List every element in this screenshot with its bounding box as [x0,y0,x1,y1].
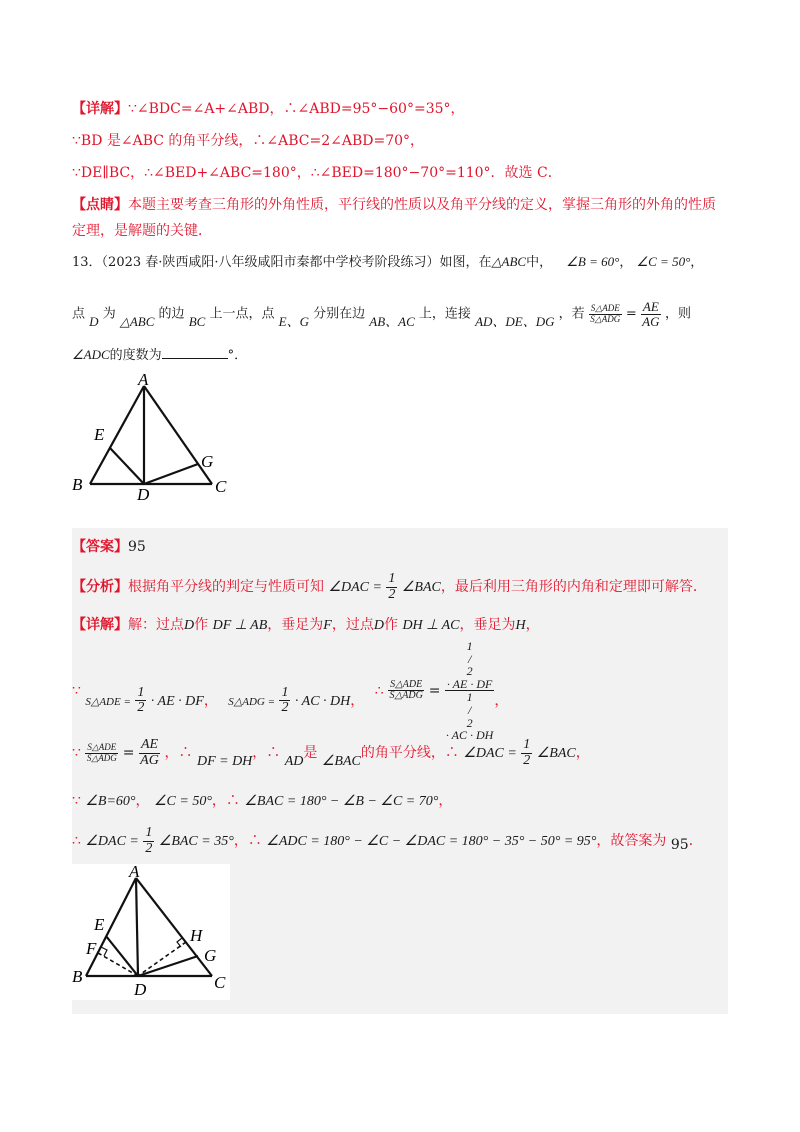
fig1-label-a: A [138,372,149,389]
p12-comment-line1: 【点睛】本题主要考查三角形的外角性质，平行线的性质以及角平分线的定义，掌握三角形的外角的性质 [72,197,716,213]
fig2-label-a: A [129,864,140,881]
fig2-label-f: F [86,939,97,958]
triangle-figure-1 [72,372,242,502]
fig1-label-d: D [137,485,150,502]
answer-line: 【答案】95 [72,539,146,555]
answer-blank [162,346,228,359]
fig2-label-b: B [72,967,83,986]
detail-line3: ∵ $\frac{\text{S△ADE}}{\text{S△ADG}}$ = $\frac{AE}{AG}$ ，∴ DF = DH，∴ AD是 ∠BAC的角平分线，∴ ∠DAC = $\frac{1}{2}$ ∠BAC， [72,737,590,770]
detail-line1: 【详解】解：过点D作 DF ⊥ AB，垂足为F，过点D作 DH ⊥ AC，垂足为H， [72,617,540,633]
fig2-label-g: G [204,946,217,965]
fig2-label-h: H [190,926,203,945]
detail-line4: ∵ ∠B=60°， ∠C = 50°，∴ ∠BAC = 180° − ∠B − ∠C = 70°， [72,793,453,809]
fig1-label-e: E [94,425,105,444]
fig2-segment-dg [138,956,198,976]
area-ratio-expanded-fraction: $\frac{\text{S△ADE}}{\text{S△ADG}}$ [389,678,423,702]
detail-line5: ∴ ∠DAC = $\frac{1}{2}$ ∠BAC = 35°，∴ ∠ADC = 180° − ∠C − ∠DAC = 180° − 35° − 50° = 95°，故答案为 95． [72,825,703,856]
fig1-segment-de [110,448,144,484]
ratio-expression-fraction: 1 / 2 · AE · DF 1 / 2 · AC · DH [445,639,494,743]
comment-tag: 【点睛】 [72,197,128,213]
q13-line2: 点 D 为 △ABC 的边 BC 上一点，点 E、G 分别在边 AB、AC 上，连接 AD、DE、DG ，若 $\frac{\text{S△ADE}}{\text{S△ADG}}$ = $\frac{AE}{AG}$ ，则 [72,299,691,329]
fig2-label-e: E [94,915,105,934]
detail-tag: 【详解】 [72,101,128,117]
fig1-label-c: C [215,477,227,496]
p12-comment-line2: 定理，是解题的关键． [72,223,212,239]
fig1-segment-dg [144,464,198,484]
fig2-segment-ad [136,878,138,976]
fig1-label-b: B [72,475,83,494]
fig2-dashed-dh [138,942,186,976]
area-ratio-fraction: $\frac{\text{S△ADE}}{\text{S△ADG}}$ [590,303,621,324]
detail-line2: ∵ S△ADE = $\frac{1}{2}$ · AE · DF， S△ADG = $\frac{1}{2}$ · AC · DH， ∴ $\frac{\text{S△ADE}}{\text{S△ADG}}$ = 1 / 2 · AE · DF 1 / 2 · AC · DH ， [72,639,509,743]
ae-ag-fraction: $\frac{AE}{AG}$ [642,299,660,329]
half-fraction: $\frac{1}{2}$ [388,571,396,602]
p12-detail-line1: 【详解】∵∠BDC=∠A+∠ABD，∴∠ABD=95°−60°=35°， [72,101,465,117]
analysis-line: 【分析】根据角平分线的判定与性质可知 ∠DAC = $\frac{1}{2}$ ∠BAC，最后利用三角形的内角和定理即可解答． [72,571,707,602]
p12-detail-line3: ∵DE∥BC，∴∠BED+∠ABC=180°，∴∠BED=180°−70°=110°．故选 C． [72,165,562,181]
fig2-label-c: C [214,973,226,992]
p12-detail-line2: ∵BD 是∠ABC 的角平分线，∴∠ABC=2∠ABD=70°， [72,133,425,149]
fig2-right-angle-f [101,947,107,956]
triangle-figure-2 [72,864,230,1000]
fig2-label-d: D [134,980,147,999]
fig1-label-g: G [201,452,214,471]
fig2-right-angle-h [177,938,182,947]
fig2-dashed-df [98,953,138,976]
fig2-segment-de [106,936,138,976]
q13-line3: ∠ADC的度数为 °． [72,347,248,363]
q13-line1: 13．（2023 春·陕西咸阳·八年级咸阳市秦都中学校考阶段练习）如图，在△ABC中， ∠B = 60°， ∠C = 50°， [72,254,704,270]
